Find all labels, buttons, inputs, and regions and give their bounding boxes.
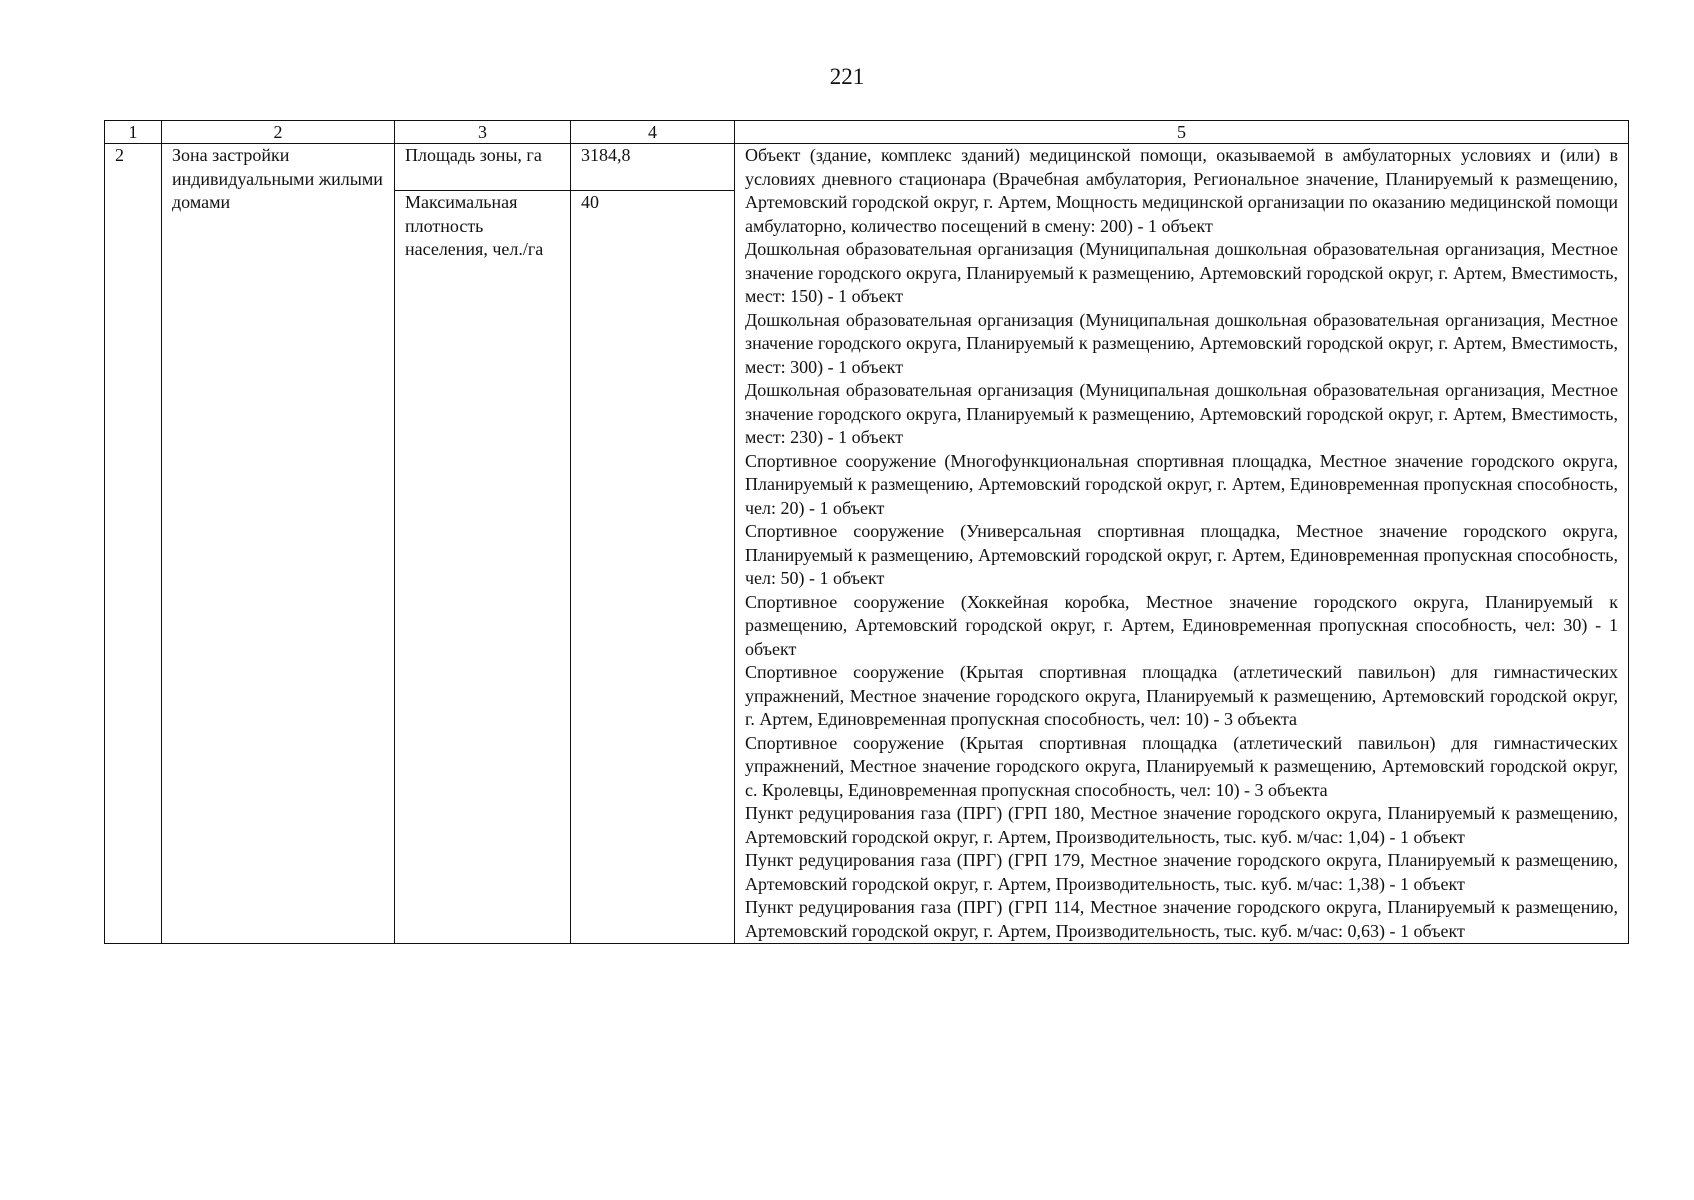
header-cell-3: 3: [395, 121, 571, 144]
zone-name-cell: Зона застройки индивидуальными жилыми домами: [162, 144, 395, 944]
object-entry: Пункт редуцирования газа (ПРГ) (ГРП 114, Местное значение городского округа, Планируемый к размещению, Артемовский городской округ, г. Артем, Производительность, тыс. куб. м/час: 0,63) - 1 объект: [745, 897, 1618, 941]
header-cell-4: 4: [571, 121, 735, 144]
object-entry: Дошкольная образовательная организация (Муниципальная дошкольная образовательная организация, Местное значение городского округа, Планируемый к размещению, Артемовский городской округ, г. Артем, Вместимость, мест: 230) - 1 объект: [745, 380, 1618, 447]
header-cell-1: 1: [105, 121, 162, 144]
object-entry: Пункт редуцирования газа (ПРГ) (ГРП 180, Местное значение городского округа, Планируемый к размещению, Артемовский городской округ, г. Артем, Производительность, тыс. куб. м/час: 1,04) - 1 объект: [745, 803, 1618, 847]
row-number-cell: 2: [105, 144, 162, 944]
object-entry: Пункт редуцирования газа (ПРГ) (ГРП 179, Местное значение городского округа, Планируемый к размещению, Артемовский городской округ, г. Артем, Производительность, тыс. куб. м/час: 1,38) - 1 объект: [745, 850, 1618, 894]
object-entry: Дошкольная образовательная организация (Муниципальная дошкольная образовательная организация, Местное значение городского округа, Планируемый к размещению, Артемовский городской округ, г. Артем, Вместимость, мест: 150) - 1 объект: [745, 239, 1618, 306]
param-name-cell: Максимальная плотность населения, чел./га: [395, 191, 571, 944]
zone-table: [104, 120, 1629, 944]
object-entry: Объект (здание, комплекс зданий) медицинской помощи, оказываемой в амбулаторных условиях и (или) в условиях дневного стационара (Врачебная амбулатория, Региональное значение, Планируемый к размещению, Артемовский городской округ, г. Артем, Мощность медицинской организации по оказанию медицинской помощи амбулаторно, количество посещений в смену: 200) - 1 объект: [745, 145, 1618, 236]
objects-cell: [735, 144, 1629, 944]
page-number: 221: [829, 64, 865, 89]
table-header-row: [105, 121, 1629, 144]
param-value-cell: 40: [571, 191, 735, 944]
header-cell-2: 2: [162, 121, 395, 144]
table-row: [105, 144, 1629, 191]
object-entry: Дошкольная образовательная организация (Муниципальная дошкольная образовательная организация, Местное значение городского округа, Планируемый к размещению, Артемовский городской округ, г. Артем, Вместимость, мест: 300) - 1 объект: [745, 309, 1618, 377]
object-entry: Спортивное сооружение (Крытая спортивная площадка (атлетический павильон) для гимнастических упражнений, Местное значение городского округа, Планируемый к размещению, Артемовский городской округ, с. Кролевцы, Единовременная пропускная способность, чел: 10) - 3 объекта: [745, 732, 1618, 800]
param-value-cell: 3184,8: [571, 144, 735, 191]
header-cell-5: 5: [735, 121, 1629, 144]
object-entry: Спортивное сооружение (Многофункциональная спортивная площадка, Местное значение городского округа, Планируемый к размещению, Артемовский городской округ, г. Артем, Единовременная пропускная способность, чел: 20) - 1 объект: [745, 450, 1618, 518]
param-name-cell: Площадь зоны, га: [395, 144, 571, 191]
object-entry: Спортивное сооружение (Хоккейная коробка, Местное значение городского округа, Планируемый к размещению, Артемовский городской округ, г. Артем, Единовременная пропускная способность, чел: 30) - 1 объект: [745, 591, 1618, 659]
object-entry: Спортивное сооружение (Универсальная спортивная площадка, Местное значение городского округа, Планируемый к размещению, Артемовский городской округ, г. Артем, Единовременная пропускная способность, чел: 50) - 1 объект: [745, 521, 1618, 588]
object-entry: Спортивное сооружение (Крытая спортивная площадка (атлетический павильон) для гимнастических упражнений, Местное значение городского округа, Планируемый к размещению, Артемовский городской округ, г. Артем, Единовременная пропускная способность, чел: 10) - 3 объекта: [745, 662, 1618, 729]
